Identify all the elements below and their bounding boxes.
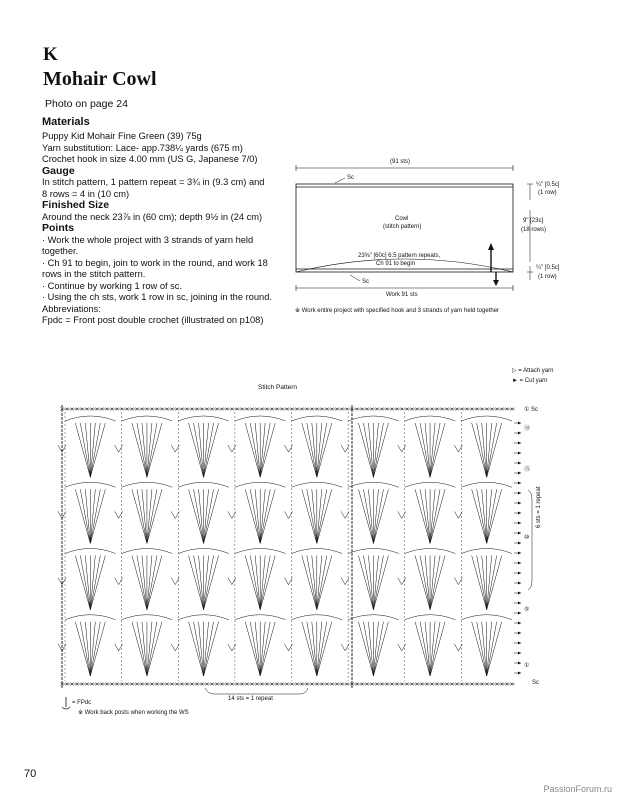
row-label-bottom-sc: Sc [532,680,540,686]
photo-reference: Photo on page 24 [45,98,128,110]
dim-top-b: (1 row) [538,190,557,196]
chart-title: Stitch Pattern [258,384,298,391]
ws-note: ※ Work back posts when working the WS [78,710,189,716]
schematic-body-label: Cowl [395,216,409,222]
points-line: · Work the whole project with 3 strands of yarn held [42,234,254,245]
repeat-bottom-label: 14 sts = 1 repeat [228,696,273,702]
row-label-15: ⑮ [524,467,531,473]
materials-line: Yarn substitution: Lace- app.738¼ yards (675 m) [42,142,243,153]
points-line: · Using the ch sts, work 1 row in sc, joining in the round. [42,292,272,302]
materials-line: Crochet hook in size 4.00 mm (US G, Japanese 7/0) [42,154,258,164]
schematic-body-sub: (stitch pattern) [383,224,422,230]
schematic-bottom-width: Work 91 sts [386,292,418,298]
schematic-sc-bottom: Sc [362,279,370,285]
materials-heading: Materials [42,116,90,128]
dim-mid-b: (18 rows) [521,227,547,233]
row-label-5: ⑤ [524,607,530,613]
materials-line: Puppy Kid Mohair Fine Green (39) 75g [42,131,202,141]
section-letter: K [43,44,58,65]
dim-mid-a: 9" [23c] [523,218,544,224]
points-line: together. [42,246,79,256]
schematic-top-width: (91 sts) [390,159,411,165]
gauge-line: In stitch pattern, 1 pattern repeat = 3¾ in (9.3 cm) and [42,177,265,187]
points-heading: Points [42,222,75,234]
schematic-repeat-line1: 23⅝" [60c] 6.5 pattern repeats, [358,253,441,259]
schematic-repeat-line2: Ch 91 to begin [376,261,416,267]
schematic-sc-top: Sc [347,175,355,181]
fpdc-key: = FPdc [72,700,92,706]
dim-bot-b: (1 row) [538,274,557,280]
gauge-heading: Gauge [42,164,75,177]
legend-attach-yarn: ▷ = Attach yarn [512,368,554,374]
row-label-top-sc: ① Sc [524,407,539,413]
row-label-18: ⑱ [524,426,531,432]
row-label-10: ⑩ [524,535,530,541]
points-line: rows in the stitch pattern. [42,269,146,279]
watermark: PassionForum.ru [543,784,612,794]
finished-size-line: Around the neck 23⅞ in (60 cm); depth 9½ in (24 cm) [42,211,263,222]
gauge-line: 8 rows = 4 in (10 cm) [42,188,130,199]
row-label-1: ① [524,663,530,669]
legend-cut-yarn: ► = Cut yarn [512,378,548,384]
schematic-note: ※ Work entire project with specified hook and 3 strands of yarn held together [295,308,500,314]
repeat-side-label: 6 sts = 1 repeat [536,486,542,528]
points-line: · Continue by working 1 row of sc. [42,280,183,291]
pattern-title: Mohair Cowl [43,68,157,90]
points-line: · Ch 91 to begin, join to work in the round, and work 18 [42,257,268,268]
page-number: 70 [24,768,37,780]
points-line: Abbreviations: [42,303,101,314]
points-line: Fpdc = Front post double crochet (illustrated on p108) [42,315,264,325]
dim-top-a: ¼" [0.5c] [536,182,560,188]
dim-bot-a: ¼" [0.5c] [536,265,560,271]
finished-size-heading: Finished Size [42,199,110,211]
